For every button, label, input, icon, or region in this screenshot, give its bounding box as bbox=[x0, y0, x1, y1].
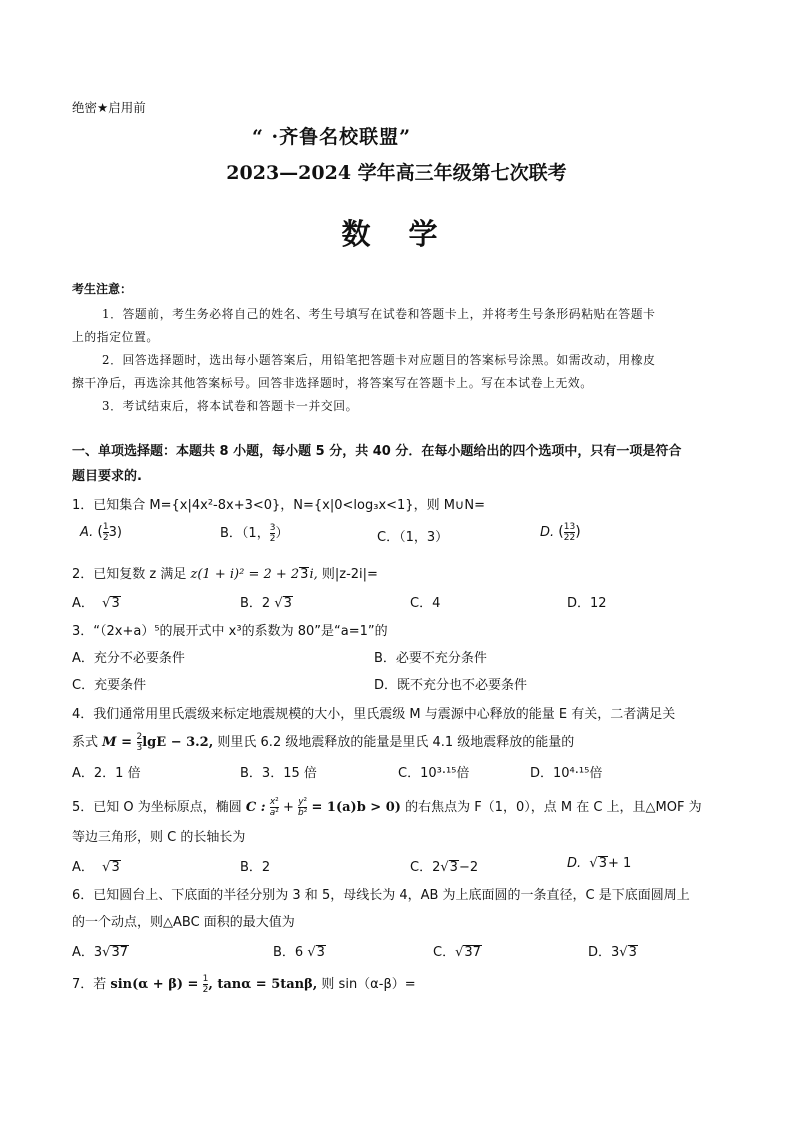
exam-title: 2023—2024 学年高三年级第七次联考 bbox=[226, 162, 567, 184]
q1-b-text: B．（1， bbox=[220, 526, 270, 541]
q2-option-d: D．12 bbox=[567, 596, 607, 611]
q2-b-text: B．2 bbox=[240, 596, 271, 611]
q5-option-b: B．2 bbox=[240, 860, 271, 875]
q5-line-1: 5．已知 O 为坐标原点，椭圆 C : $\frac{\text{x²}}{\text{a²}}$ + $\frac{\text{y²}}{\text{b²}}$ = 1(a)b > 0) 的右焦点为 F（1，0），点 M 在 C 上，且△MOF 为 bbox=[72, 797, 702, 818]
q3-stem: 3．“（2x+a）⁵的展开式中 x³的系数为 80”是“a=1”的 bbox=[72, 624, 388, 639]
q3-option-a: A．充分不必要条件 bbox=[72, 651, 185, 666]
q1-option-c: C．（1，3） bbox=[377, 530, 449, 545]
q2-b-sqrt: 3 bbox=[283, 596, 292, 611]
q6-line-1: 6．已知圆台上、下底面的半径分别为 3 和 5，母线长为 4，AB 为上底面圆的一条直径，C 是下底面圆周上 bbox=[72, 888, 690, 903]
q7-formula-b: , tanα = 5tanβ, bbox=[208, 977, 318, 992]
q5-d-sqrt: 3 bbox=[598, 856, 607, 871]
q2-stem bbox=[72, 563, 378, 582]
q6-d-sqrt: 3 bbox=[628, 945, 637, 960]
note-2-line-1: 2．回答选择题时，选出每小题答案后，用铅笔把答题卡对应题目的答案标号涂黑。如需改动，用橡皮 bbox=[102, 353, 656, 367]
q5-c-sqrt: 3 bbox=[449, 860, 458, 875]
q1-d-letter: D. bbox=[540, 525, 555, 540]
q2-stem-c: i, bbox=[309, 567, 318, 582]
q1-option-b bbox=[220, 522, 288, 544]
q4-line-2b: 则里氏 6.2 级地震释放的能量是里氏 4.1 级地震释放的能量的 bbox=[217, 735, 575, 750]
q4-line-2a: 系式 bbox=[72, 735, 99, 750]
note-3: 3．考试结束后，将本试卷和答题卡一并交回。 bbox=[102, 399, 359, 413]
q2-sqrt: 3 bbox=[300, 567, 309, 582]
q5-d-end: + 1 bbox=[608, 856, 632, 871]
q4-option-c: C．10³·¹⁵倍 bbox=[398, 766, 470, 781]
note-1-line-1: 1．答题前，考生务必将自己的姓名、考生号填写在试卷和答题卡上，并将考生号条形码粘贴在答题卡 bbox=[102, 307, 656, 321]
q5-line-1a: 5．已知 O 为坐标原点，椭圆 bbox=[72, 800, 242, 815]
q7-formula-a: sin(α + β) = bbox=[110, 977, 199, 992]
q7-fraction: $\frac{1}{2}$ bbox=[202, 974, 209, 995]
q1-a-value: 3) bbox=[108, 525, 122, 540]
q1-d-fraction-2: $\frac{3}{2}$ bbox=[569, 522, 576, 543]
q1-b-fraction: $\frac{3}{2}$ bbox=[269, 523, 276, 544]
q4-line-1: 4．我们通常用里氏震级来标定地震规模的大小，里氏震级 M 与震源中心释放的能量 E 有关，二者满足关 bbox=[72, 707, 676, 722]
q6-option-a: A．3√37 bbox=[72, 945, 129, 960]
q6-option-b: B．6 √3 bbox=[273, 945, 325, 960]
q2-stem-formula: z(1 + i)² = 2 + 2 bbox=[190, 567, 300, 582]
q1-stem: 1．已知集合 M={x|4x²-8x+3<0}，N={x|0<log₃x<1}，则 M∪N= bbox=[72, 498, 486, 513]
section-heading-line-1: 一、单项选择题：本题共 8 小题，每小题 5 分，共 40 分．在每小题给出的四个选项中，只有一项是符合 bbox=[72, 444, 682, 459]
q6-d-text: D．3 bbox=[588, 945, 620, 960]
q5-option-d: D. √3+ 1 bbox=[567, 856, 632, 871]
q7-stem bbox=[72, 973, 416, 995]
q1-d-fraction-1: $\frac{1}{2}$ bbox=[563, 522, 570, 543]
q5-d-letter: D. bbox=[567, 856, 582, 871]
q2-a-sqrt: 3 bbox=[111, 596, 120, 611]
notes-heading: 考生注意： bbox=[72, 282, 133, 296]
q4-formula-a: M = bbox=[102, 735, 137, 750]
confidential-label: 绝密★启用前 bbox=[72, 100, 146, 115]
q4-fraction: $\frac{2}{3}$ bbox=[136, 732, 143, 753]
q6-a-text: A．3 bbox=[72, 945, 103, 960]
note-1-line-2: 上的指定位置。 bbox=[72, 330, 159, 344]
q4-line-2 bbox=[72, 731, 574, 753]
section-heading-line-2: 题目要求的. bbox=[72, 469, 142, 484]
q6-line-2: 的一个动点，则△ABC 面积的最大值为 bbox=[72, 915, 295, 930]
q5-line-2: 等边三角形，则 C 的长轴长为 bbox=[72, 830, 246, 845]
q2-option-a: A． √3 bbox=[72, 596, 120, 611]
q5-line-1d: 的右焦点为 F（1，0），点 M 在 C 上，且△MOF 为 bbox=[405, 800, 702, 815]
q4-option-b: B．3．15 倍 bbox=[240, 766, 317, 781]
q1-option-a: A. ( $\frac{1}{2}$ 3) bbox=[80, 522, 122, 543]
q2-stem-a: 2．已知复数 z 满足 bbox=[72, 567, 187, 582]
q1-option-d: D. ( $\frac{1}{2}$ $\frac{3}{2}$ ) bbox=[540, 522, 581, 543]
q5-fraction-x: $\frac{\text{x²}}{\text{a²}}$ bbox=[269, 797, 279, 818]
q3-option-c: C．充要条件 bbox=[72, 678, 147, 693]
q6-b-sqrt: 3 bbox=[316, 945, 325, 960]
q2-stem-d: 则|z-2i|= bbox=[321, 567, 378, 582]
q5-option-a: A． √3 bbox=[72, 860, 120, 875]
q5-ellipse-cond: = 1(a)b > 0) bbox=[311, 800, 401, 815]
alliance-title: “ ·齐鲁名校联盟” bbox=[252, 126, 412, 148]
q4-option-a: A．2．1 倍 bbox=[72, 766, 141, 781]
q6-c-sqrt: 37 bbox=[464, 945, 481, 960]
q1-a-fraction: $\frac{1}{2}$ bbox=[102, 522, 109, 543]
q6-c-text: C． bbox=[433, 945, 456, 960]
q5-c-text: C．2 bbox=[410, 860, 441, 875]
q5-option-c: C．2√3−2 bbox=[410, 860, 479, 875]
q6-option-d: D．3√3 bbox=[588, 945, 637, 960]
q6-b-text: B．6 bbox=[273, 945, 304, 960]
q5-a-sqrt: 3 bbox=[111, 860, 120, 875]
q3-option-b: B．必要不充分条件 bbox=[374, 651, 487, 666]
q4-option-d: D．10⁴·¹⁵倍 bbox=[530, 766, 603, 781]
q2-option-b: B．2 √3 bbox=[240, 596, 292, 611]
q6-a-sqrt: 37 bbox=[111, 945, 129, 960]
q5-a-letter: A． bbox=[72, 860, 94, 875]
q6-option-c: C．√37 bbox=[433, 945, 481, 960]
q5-ellipse-c: C : bbox=[245, 800, 266, 815]
q1-a-letter: A. bbox=[80, 525, 94, 540]
q2-a-letter: A． bbox=[72, 596, 94, 611]
q2-option-c: C．4 bbox=[410, 596, 441, 611]
q7-stem-d: 则 sin（α-β）= bbox=[321, 977, 416, 992]
q5-fraction-y: $\frac{\text{y²}}{\text{b²}}$ bbox=[298, 797, 308, 818]
note-2-line-2: 擦干净后，再选涂其他答案标号。回答非选择题时，将答案写在答题卡上。写在本试卷上无效。 bbox=[72, 376, 593, 390]
q3-option-d: D．既不充分也不必要条件 bbox=[374, 678, 528, 693]
q4-formula-b: lgE − 3.2, bbox=[142, 735, 214, 750]
q1-b-end: ） bbox=[275, 526, 289, 541]
q7-stem-a: 7．若 bbox=[72, 977, 107, 992]
subject-title: 数 学 bbox=[341, 217, 452, 251]
q5-c-end: −2 bbox=[458, 860, 479, 875]
